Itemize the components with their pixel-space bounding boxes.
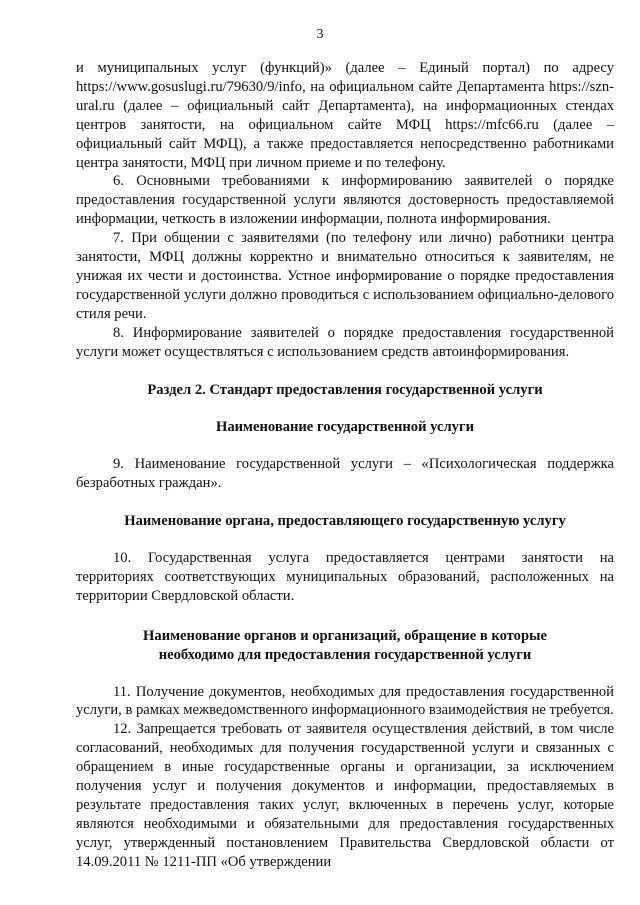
paragraph-intro-continuation: и муниципальных услуг (функций)» (далее – Единый портал) по адресу https://www.gosuslugi.ru/79630/9/info, на официальном сайте Департамента https://szn-ural.ru (далее – официальный сайт Департамента), на информационных стендах центров занятости, на официальном сайте МФЦ https://mfc66.ru (далее – официальный сайт МФЦ), а также предоставляется непосредственно работниками центра занятости, МФЦ при личном приеме и по телефону. [76, 60, 614, 171]
heading-organizations [76, 627, 614, 665]
document-body [76, 59, 614, 872]
paragraph-8: 8. Информирование заявителей о порядке предоставления государственной услуги может осуществляться с использованием средств автоинформирования. [76, 324, 614, 360]
paragraph-7: 7. При общении с заявителями (по телефону или лично) работники центра занятости, МФЦ должны корректно и внимательно относиться к заявителям, не унижая их чести и достоинства. Устное информирование о порядке предоставления государственной услуги должно проводиться с использованием официально-делового стиля речи. [76, 230, 614, 322]
heading-provider: Наименование органа, предоставляющего государственную услугу [124, 513, 566, 530]
page-number: 3 [316, 27, 324, 42]
paragraph-12: 12. Запрещается требовать от заявителя осуществления действий, в том числе согласований, необходимых для получения государственной услуги и связанных с обращением в иные государственные органы и организации, за исключением получения услуг и получения документов и информации, предоставляемых в результате предоставления таких услуг, включенных в перечень услуг, которые являются необходимыми и обязательными для предоставления государственных услуг, утвержденный постановлением Правительства Свердловской области от 14.09.2011 № 1211-ПП «Об утверждении [76, 721, 614, 870]
paragraph-11: 11. Получение документов, необходимых для предоставления государственной услуги, в рамках межведомственного информационного взаимодействия не требуется. [76, 683, 614, 719]
section-2-title: Раздел 2. Стандарт предоставления государственной услуги [147, 381, 543, 398]
paragraph-9: 9. Наименование государственной услуги – «Психологическая поддержка безработных граждан». [76, 456, 614, 492]
paragraph-10: 10. Государственная услуга предоставляется центрами занятости на территориях соответствующих муниципальных образований, расположенных на территории Свердловской области. [76, 550, 614, 604]
heading-organizations-line-2: необходимо для предоставления государственной услуги [158, 646, 532, 663]
heading-organizations-line-1: Наименование органов и организаций, обращение в которые [143, 627, 547, 644]
heading-service-name: Наименование государственной услуги [216, 419, 474, 436]
paragraph-6: 6. Основными требованиями к информированию заявителей о порядке предоставления государственной услуги являются достоверность предоставляемой информации, четкость в изложении информации, полнота информирования. [76, 173, 614, 228]
